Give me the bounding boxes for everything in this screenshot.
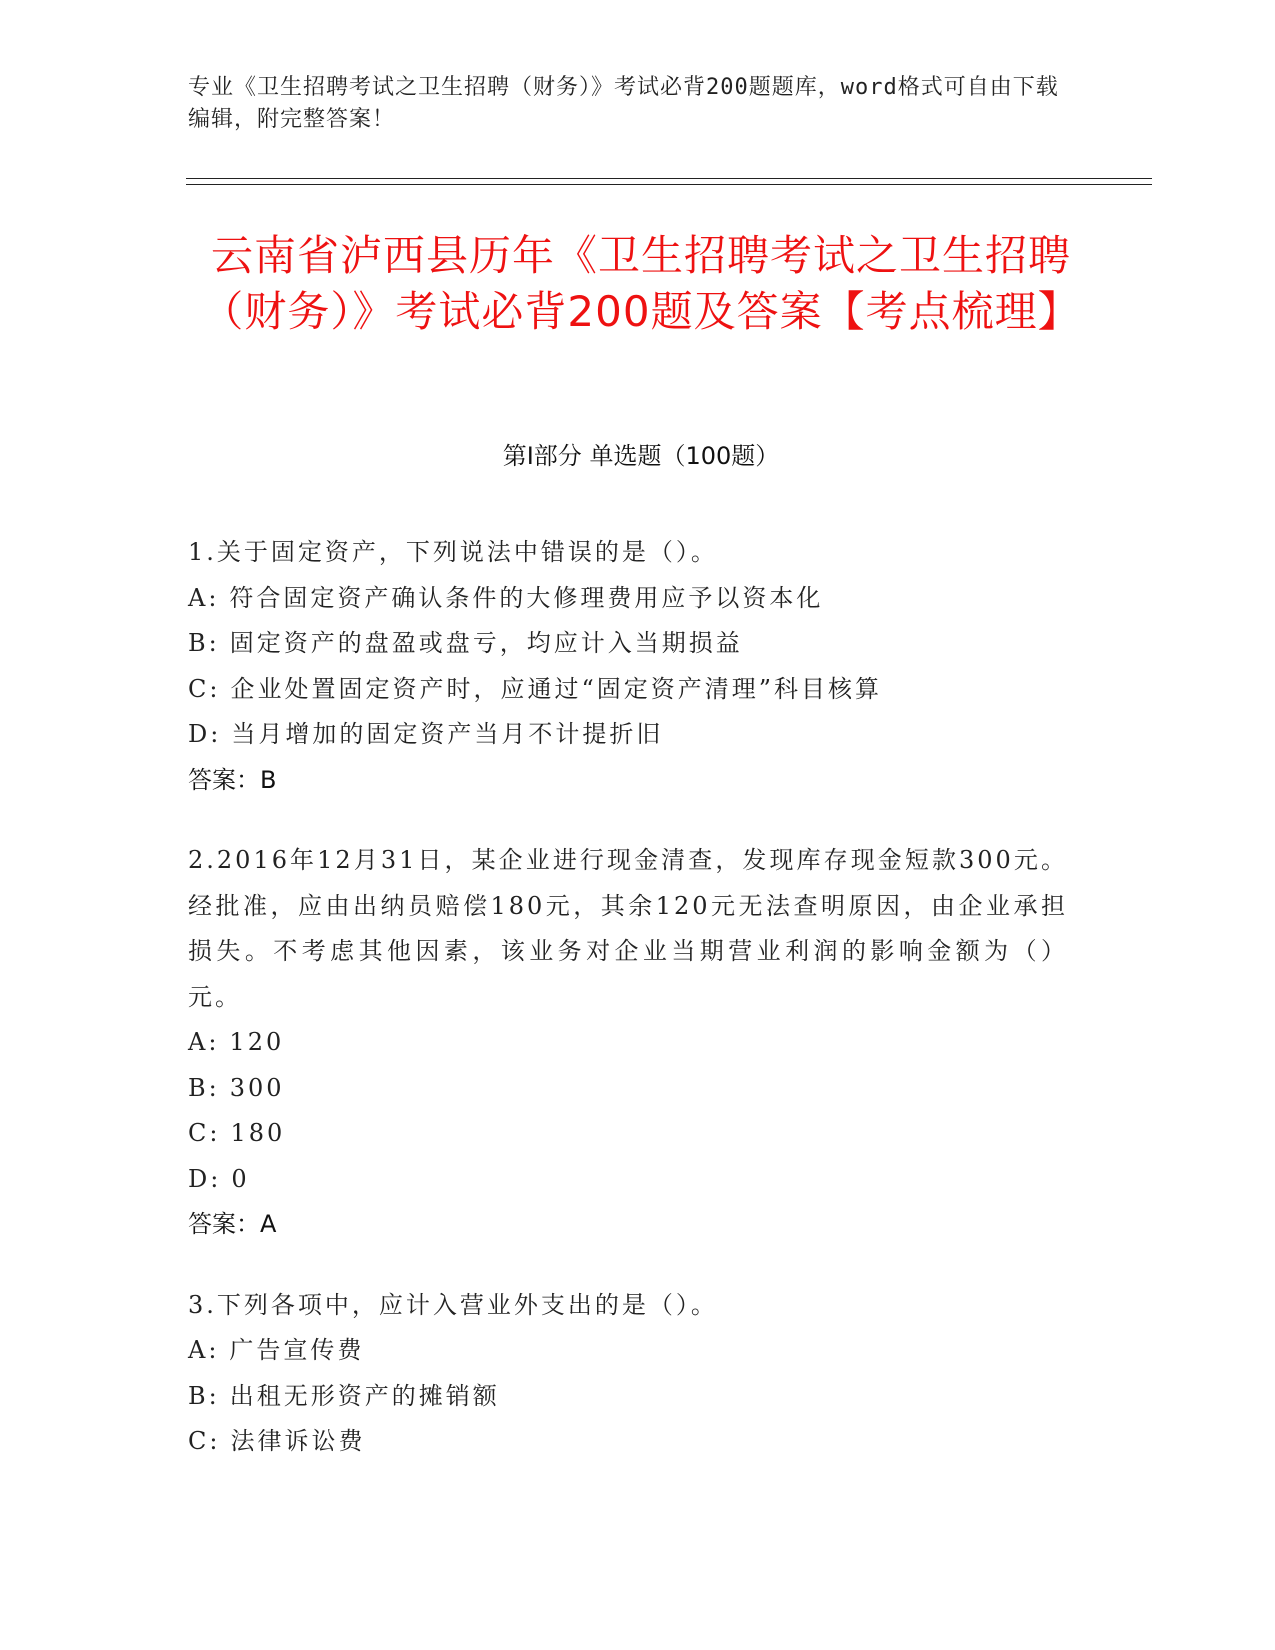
option-key: D:	[188, 1164, 222, 1193]
option-b	[188, 621, 1068, 667]
question-stem: 1.关于固定资产，下列说法中错误的是（）。	[188, 538, 718, 566]
question-2	[188, 838, 1068, 1248]
option-a	[188, 1020, 1068, 1066]
option-key: C:	[188, 1119, 221, 1147]
option-text: 广告宣传费	[229, 1336, 365, 1364]
answer-label: 答案：	[188, 1210, 260, 1238]
option-key: A:	[188, 1336, 220, 1364]
answer-line	[188, 758, 1068, 804]
question-list	[188, 530, 1068, 1500]
option-text: 出租无形资产的摊销额	[229, 1381, 500, 1410]
option-text: 当月增加的固定资产当月不计提折旧	[231, 720, 664, 748]
header-rule-bottom	[186, 184, 1152, 185]
option-c	[188, 667, 1068, 713]
answer-line	[188, 1202, 1068, 1248]
option-key: C:	[188, 1427, 221, 1455]
option-text: 企业处置固定资产时，应通过“固定资产清理”科目核算	[230, 674, 882, 703]
option-b	[188, 1374, 1068, 1420]
question-stem: 3.下列各项中，应计入营业外支出的是（）。	[188, 1290, 718, 1319]
option-key: B:	[188, 1073, 220, 1102]
question-stem: 2.2016年12月31日，某企业进行现金清查，发现库存现金短款300元。经批准，应由出纳员赔偿180元，其余120元无法查明原因，由企业承担损失。不考虑其他因素，该业务对企业当期营业利润的影响金额为（）元。	[188, 846, 1068, 1011]
option-key: B:	[188, 1381, 220, 1410]
option-text: 0	[231, 1164, 250, 1193]
option-text: 300	[229, 1073, 285, 1102]
section-title: 第Ⅰ部分 单选题（100题）	[502, 442, 780, 470]
option-text: 120	[229, 1028, 285, 1056]
option-key: A:	[188, 1028, 220, 1056]
option-text: 180	[230, 1119, 286, 1147]
question-3	[188, 1283, 1068, 1465]
option-text: 固定资产的盘盈或盘亏，均应计入当期损益	[229, 629, 743, 657]
answer-value: A	[260, 1210, 277, 1238]
option-text: 符合固定资产确认条件的大修理费用应予以资本化	[229, 583, 824, 612]
answer-value: B	[260, 765, 277, 794]
header-note: 专业《卫生招聘考试之卫生招聘（财务）》考试必背200题题库，word格式可自由下载编辑，附完整答案！	[188, 75, 1059, 132]
option-b	[188, 1066, 1068, 1112]
option-c	[188, 1111, 1068, 1157]
option-d	[188, 712, 1068, 758]
option-a	[188, 1328, 1068, 1374]
header-rule-top	[186, 178, 1152, 179]
option-key: D:	[188, 720, 222, 748]
option-c	[188, 1419, 1068, 1465]
question-1	[188, 530, 1068, 803]
answer-label: 答案：	[188, 765, 260, 794]
option-key: C:	[188, 674, 221, 703]
option-text: 法律诉讼费	[230, 1427, 366, 1455]
option-a	[188, 576, 1068, 622]
option-key: A:	[188, 583, 220, 612]
document-title: 云南省泸西县历年《卫生招聘考试之卫生招聘（财务）》考试必背200题及答案【考点梳理】	[201, 231, 1081, 336]
option-key: B:	[188, 629, 220, 657]
option-d	[188, 1157, 1068, 1203]
